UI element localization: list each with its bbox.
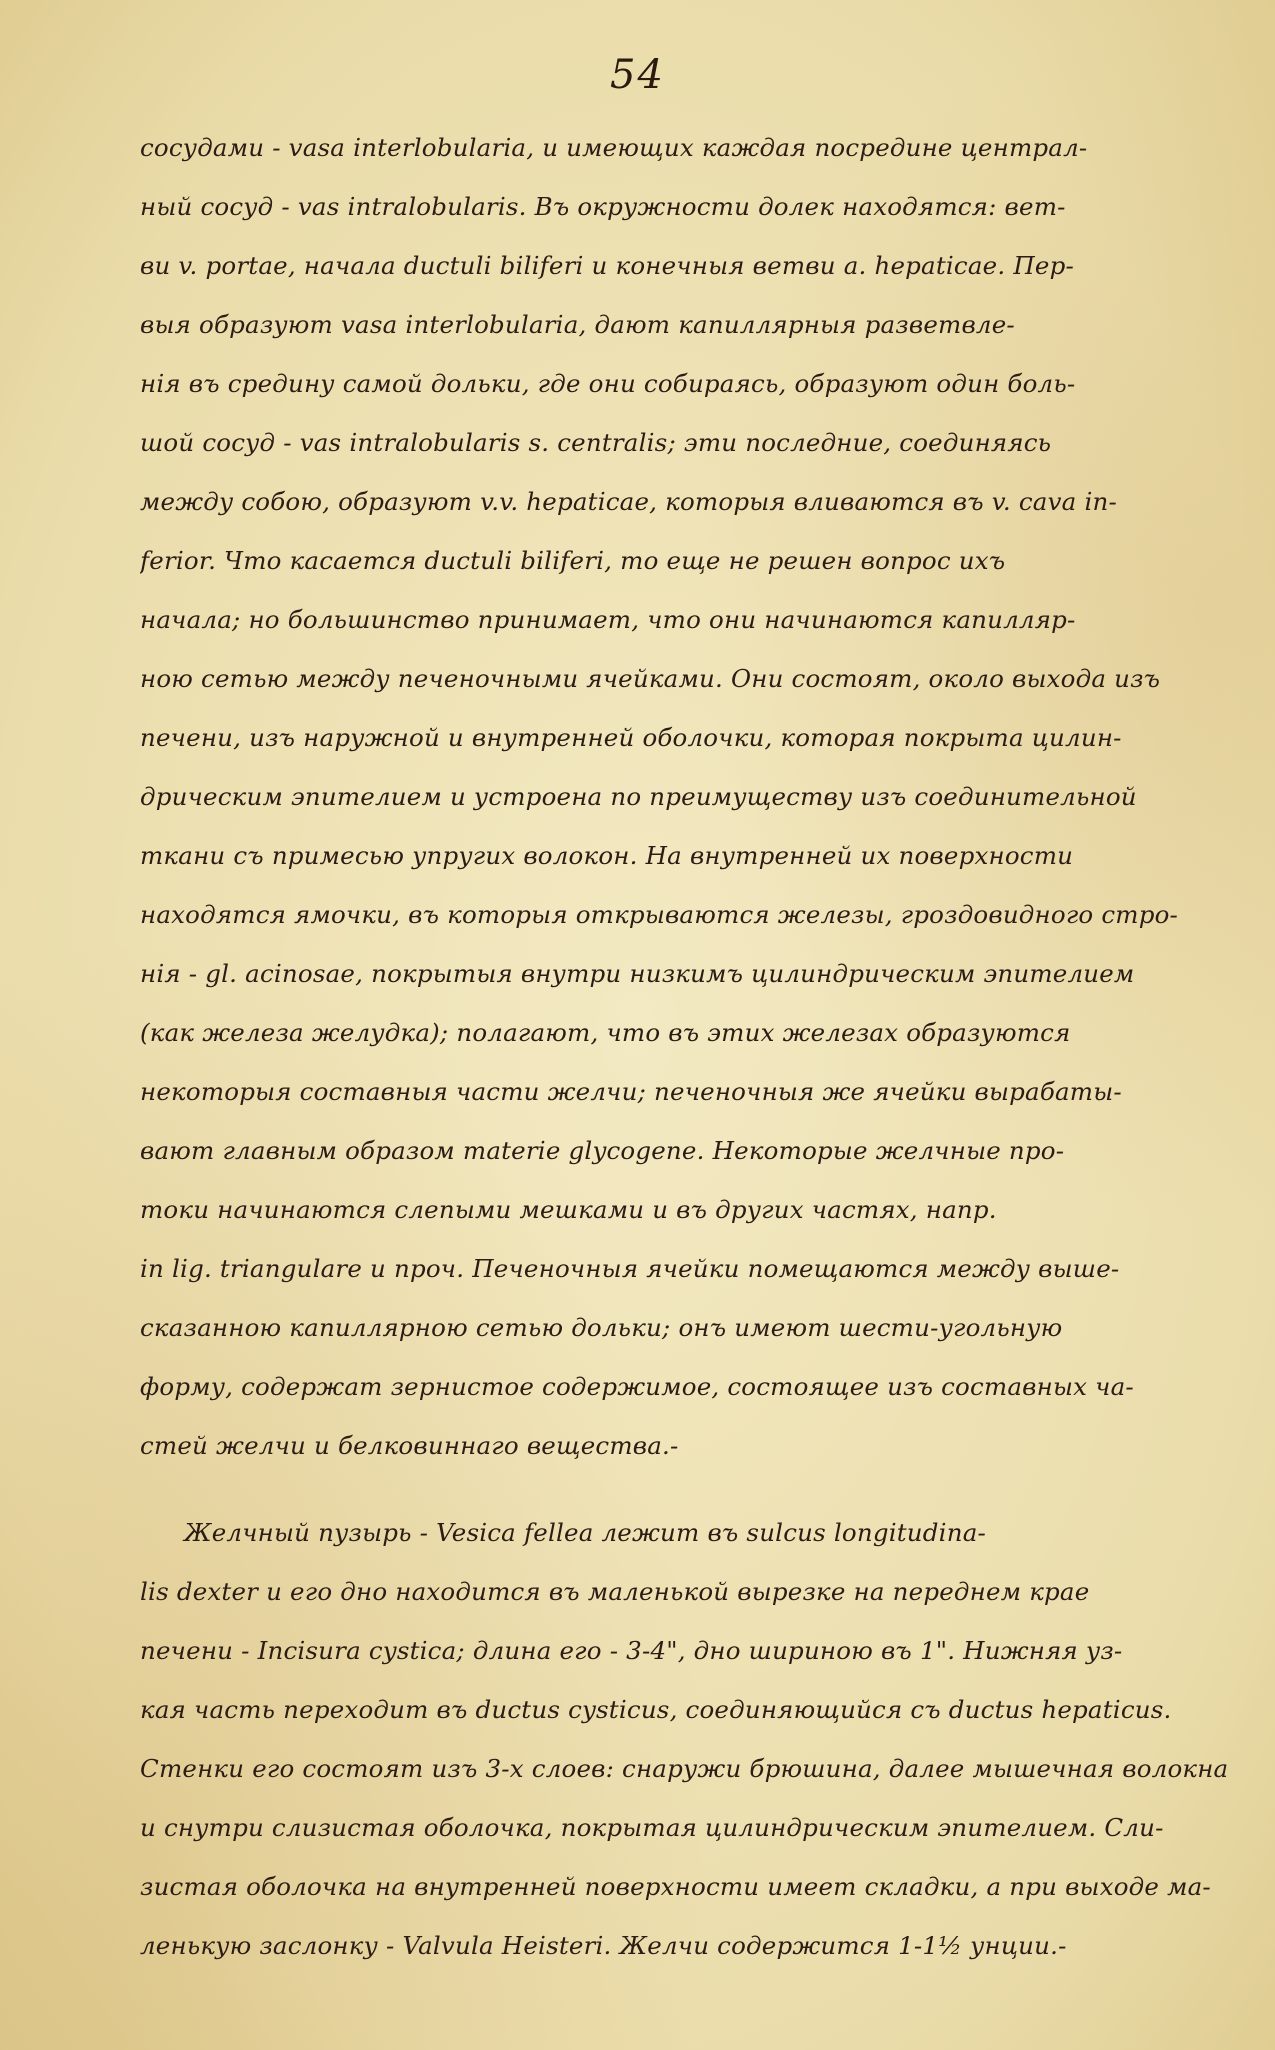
paragraph-heading-line: Желчный пузырь - Vesica fellea лежит въ sulcus longitudina- — [184, 1518, 986, 1547]
text-line: стей желчи и белковиннаго вещества.- — [140, 1431, 679, 1460]
text-line: сосудами - vasa interlobularia, и имеющих каждая посредине централ- — [140, 133, 1088, 162]
text-line: печени - Incisura cystica; длина его - 3-4", дно шириною въ 1". Нижняя уз- — [140, 1636, 1123, 1665]
text-line: некоторыя составныя части желчи; печеночныя же ячейки вырабаты- — [140, 1077, 1122, 1106]
text-line: зистая оболочка на внутренней поверхности имеет складки, а при выходе ма- — [140, 1872, 1211, 1901]
text-line: Стенки его состоят изъ 3-х слоев: снаружи брюшина, далее мышечная волокна — [140, 1754, 1229, 1783]
text-line: выя образуют vasa interlobularia, дают капиллярныя разветвле- — [140, 310, 1015, 339]
text-line: между собою, образуют v.v. hepaticae, которыя вливаются въ v. cava in- — [140, 487, 1117, 516]
text-line: ною сетью между печеночными ячейками. Они состоят, около выхода изъ — [140, 664, 1161, 693]
text-line: печени, изъ наружной и внутренней оболочки, которая покрыта цилин- — [140, 723, 1122, 752]
text-line: ferior. Что касается ductuli biliferi, то еще не решен вопрос ихъ — [140, 546, 1006, 575]
text-line: in lig. triangulare и проч. Печеночныя ячейки помещаются между выше- — [140, 1254, 1120, 1283]
text-line: дрическим эпителием и устроена по преимуществу изъ соединительной — [140, 782, 1137, 811]
manuscript-body — [140, 118, 1245, 1975]
text-line: и снутри слизистая оболочка, покрытая цилиндрическим эпителием. Сли- — [140, 1813, 1164, 1842]
text-line: ный сосуд - vas intralobularis. Въ окружности долек находятся: вет- — [140, 192, 1066, 221]
text-line: нiя - gl. acinosae, покрытыя внутри низкимъ цилиндрическим эпителием — [140, 959, 1135, 988]
text-line: кая часть переходит въ ductus cysticus, соединяющийся съ ductus hepaticus. — [140, 1695, 1172, 1724]
text-line: (как железа желудка); полагают, что въ этих железах образуются — [140, 1018, 1071, 1047]
text-line: начала; но большинство принимает, что они начинаются капилляр- — [140, 605, 1076, 634]
text-line: форму, содержат зернистое содержимое, состоящее изъ составных ча- — [140, 1372, 1134, 1401]
page-number: 54 — [610, 52, 665, 98]
text-line: нiя въ средину самой дольки, где они собираясь, образуют один боль- — [140, 369, 1076, 398]
text-line: lis dexter и его дно находится въ маленькой вырезке на переднем крае — [140, 1577, 1090, 1606]
text-line: ленькую заслонку - Valvula Heisteri. Желчи содержится 1-1½ унции.- — [140, 1931, 1067, 1960]
text-line: токи начинаются слепыми мешками и въ других частях, напр. — [140, 1195, 997, 1224]
text-line: находятся ямочки, въ которыя открываются железы, гроздовидного стро- — [140, 900, 1179, 929]
text-line: ви v. portae, начала ductuli biliferi и конечныя ветви a. hepaticae. Пер- — [140, 251, 1074, 280]
text-line: сказанною капиллярною сетью дольки; онъ имеют шести-угольную — [140, 1313, 1063, 1342]
text-line: ткани съ примесью упругих волокон. На внутренней их поверхности — [140, 841, 1074, 870]
text-line: шой сосуд - vas intralobularis s. centralis; эти последние, соединяясь — [140, 428, 1052, 457]
text-line: вают главным образом materie glycogene. Некоторые желчные про- — [140, 1136, 1065, 1165]
